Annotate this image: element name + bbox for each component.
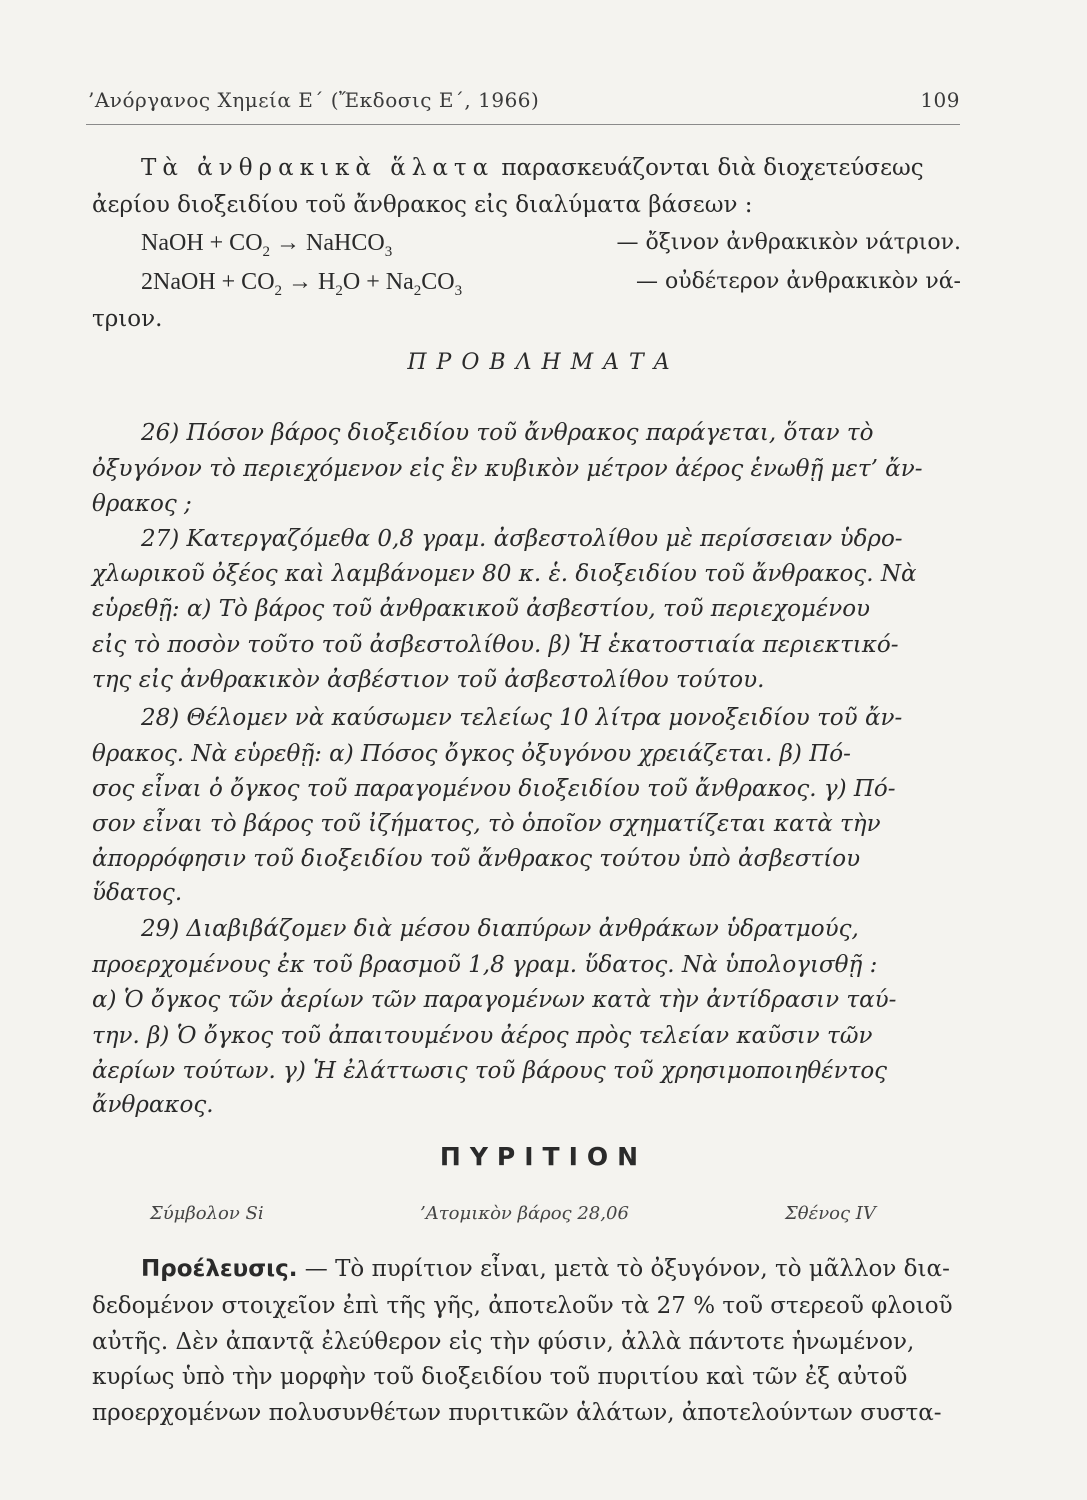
- eq2-sub4: 3: [454, 282, 463, 299]
- element-atomic-weight: ’Ατομικὸν βάρος 28,06: [420, 1203, 629, 1224]
- eq2-tail: O + Na: [342, 269, 414, 295]
- problem-27-line: εἰς τὸ ποσὸν τοῦτο τοῦ ἀσβεστολίθου. β) Ἡ ἑκατοστιαία περιεκτικό-: [92, 632, 899, 658]
- equation-continuation: τριον.: [92, 306, 163, 332]
- intro-line-2: ἀερίου διοξειδίου τοῦ ἄνθρακος εἰς διαλύματα βάσεων :: [92, 192, 753, 218]
- element-valence: Σθένος IV: [785, 1203, 876, 1224]
- origin-line-1: [141, 1254, 961, 1284]
- origin-line-1-rest: — Τὸ πυρίτιον εἶναι, μετὰ τὸ ὀξυγόνον, τὸ μᾶλλον δια-: [297, 1256, 950, 1282]
- eq2-sub3: 2: [413, 282, 422, 299]
- origin-line: αὐτῆς. Δὲν ἀπαντᾷ ἐλεύθερον εἰς τὴν φύσιν, ἀλλὰ πάντοτε ἡνωμένον,: [92, 1329, 915, 1355]
- equation-2: [141, 267, 961, 297]
- origin-line: κυρίως ὑπὸ τὴν μορφὴν τοῦ διοξειδίου τοῦ πυριτίου καὶ τῶν ἐξ αὐτοῦ: [92, 1364, 908, 1390]
- problem-26-line: 26) Πόσον βάρος διοξειδίου τοῦ ἄνθρακος παράγεται, ὅταν τὸ: [141, 420, 874, 446]
- eq1-sub2: 3: [384, 243, 393, 260]
- eq2-sub2: 2: [335, 282, 343, 299]
- problem-29-line: προερχομένους ἐκ τοῦ βρασμοῦ 1,8 γραμ. ὕδατος. Νὰ ὑπολογισθῇ :: [92, 952, 878, 978]
- problem-28-line: ὕδατος.: [92, 880, 183, 906]
- equation-1: [141, 228, 961, 258]
- problem-27-line: χλωρικοῦ ὀξέος καὶ λαμβάνομεν 80 κ. ἑ. διοξειδίου τοῦ ἄνθρακος. Νὰ: [92, 561, 917, 587]
- problem-28-line: σον εἶναι τὸ βάρος τοῦ ἰζήματος, τὸ ὁποῖον σχηματίζεται κατὰ τὴν: [92, 811, 881, 837]
- page-number: 109: [920, 88, 960, 112]
- eq2-lhs: 2NaOH + CO: [141, 269, 275, 295]
- problems-heading: ΠΡΟΒΛΗΜΑΤΑ: [407, 350, 680, 375]
- problem-29-line: την. β) Ὁ ὄγκος τοῦ ἀπαιτουμένου ἀέρος πρὸς τελείαν καῦσιν τῶν: [92, 1023, 873, 1049]
- problem-26-line: ὀξυγόνον τὸ περιεχόμενον εἰς ἓν κυβικὸν μέτρον ἀέρος ἑνωθῇ μετ’ ἄν-: [92, 456, 923, 482]
- running-title: ’Ανόργανος Χημεία Ε΄ (Ἔκδοσις Ε΄, 1966): [88, 88, 540, 112]
- problem-27-line: εὑρεθῇ: α) Τὸ βάρος τοῦ ἀνθρακικοῦ ἀσβεστίου, τοῦ περιεχομένου: [92, 596, 871, 622]
- eq2-description: — οὐδέτερον ἀνθρακικὸν νά-: [635, 269, 961, 294]
- problem-27-line: της εἰς ἀνθρακικὸν ἀσβέστιον τοῦ ἀσβεστολίθου τούτου.: [92, 667, 765, 693]
- problem-26-line: θρακος ;: [92, 491, 192, 517]
- eq1-mid: → NaHCO: [270, 230, 385, 256]
- problem-29-line: ἀερίων τούτων. γ) Ἡ ἐλάττωσις τοῦ βάρους τοῦ χρησιμοποιηθέντος: [92, 1058, 888, 1084]
- problem-28-line: ἀπορρόφησιν τοῦ διοξειδίου τοῦ ἄνθρακος τούτου ὑπὸ ἀσβεστίου: [92, 846, 861, 872]
- problem-29-line: α) Ὁ ὄγκος τῶν ἀερίων τῶν παραγομένων κατὰ τὴν ἀντίδρασιν ταύ-: [92, 987, 897, 1013]
- origin-line: προερχομένων πολυσυνθέτων πυριτικῶν ἁλάτων, ἀποτελούντων συστα-: [92, 1400, 942, 1426]
- problem-28-line: σος εἶναι ὁ ὄγκος τοῦ παραγομένου διοξειδίου τοῦ ἄνθρακος. γ) Πό-: [92, 776, 896, 802]
- eq2-end: CO: [421, 269, 455, 295]
- eq2-mid: → H: [282, 269, 336, 295]
- problem-29-line: 29) Διαβιβάζομεν διὰ μέσου διαπύρων ἀνθράκων ὑδρατμούς,: [141, 916, 859, 942]
- eq1-sub1: 2: [262, 243, 271, 260]
- eq1-lhs: NaOH + CO: [141, 230, 263, 256]
- origin-line: δεδομένον στοιχεῖον ἐπὶ τῆς γῆς, ἀποτελοῦν τὰ 27 % τοῦ στερεοῦ φλοιοῦ: [92, 1293, 953, 1319]
- intro-line-1-rest: παρασκευάζονται διὰ διοχετεύσεως: [501, 155, 924, 181]
- problem-28-line: 28) Θέλομεν νὰ καύσωμεν τελείως 10 λίτρα μονοξειδίου τοῦ ἄν-: [141, 705, 903, 731]
- header-rule: [86, 124, 960, 125]
- eq2-sub1: 2: [274, 282, 283, 299]
- element-heading: ΠΥΡΙΤΙΟΝ: [439, 1142, 648, 1171]
- element-symbol: Σύμβολον Si: [150, 1203, 264, 1224]
- problem-28-line: θρακος. Νὰ εὑρεθῇ: α) Πόσος ὄγκος ὀξυγόνου χρειάζεται. β) Πό-: [92, 741, 851, 767]
- intro-line-1: [141, 153, 961, 183]
- problem-29-line: ἄνθρακος.: [92, 1092, 214, 1118]
- problem-27-line: 27) Κατεργαζόμεθα 0,8 γραμ. ἀσβεστολίθου μὲ περίσσειαν ὑδρο-: [141, 526, 903, 552]
- origin-keyword: Προέλευσις.: [141, 1256, 298, 1282]
- eq1-description: — ὄξινον ἀνθρακικὸν νάτριον.: [616, 230, 961, 255]
- intro-spaced-phrase: Τὰ ἀνθρακικὰ ἅλατα: [141, 155, 495, 181]
- running-header: [88, 88, 960, 112]
